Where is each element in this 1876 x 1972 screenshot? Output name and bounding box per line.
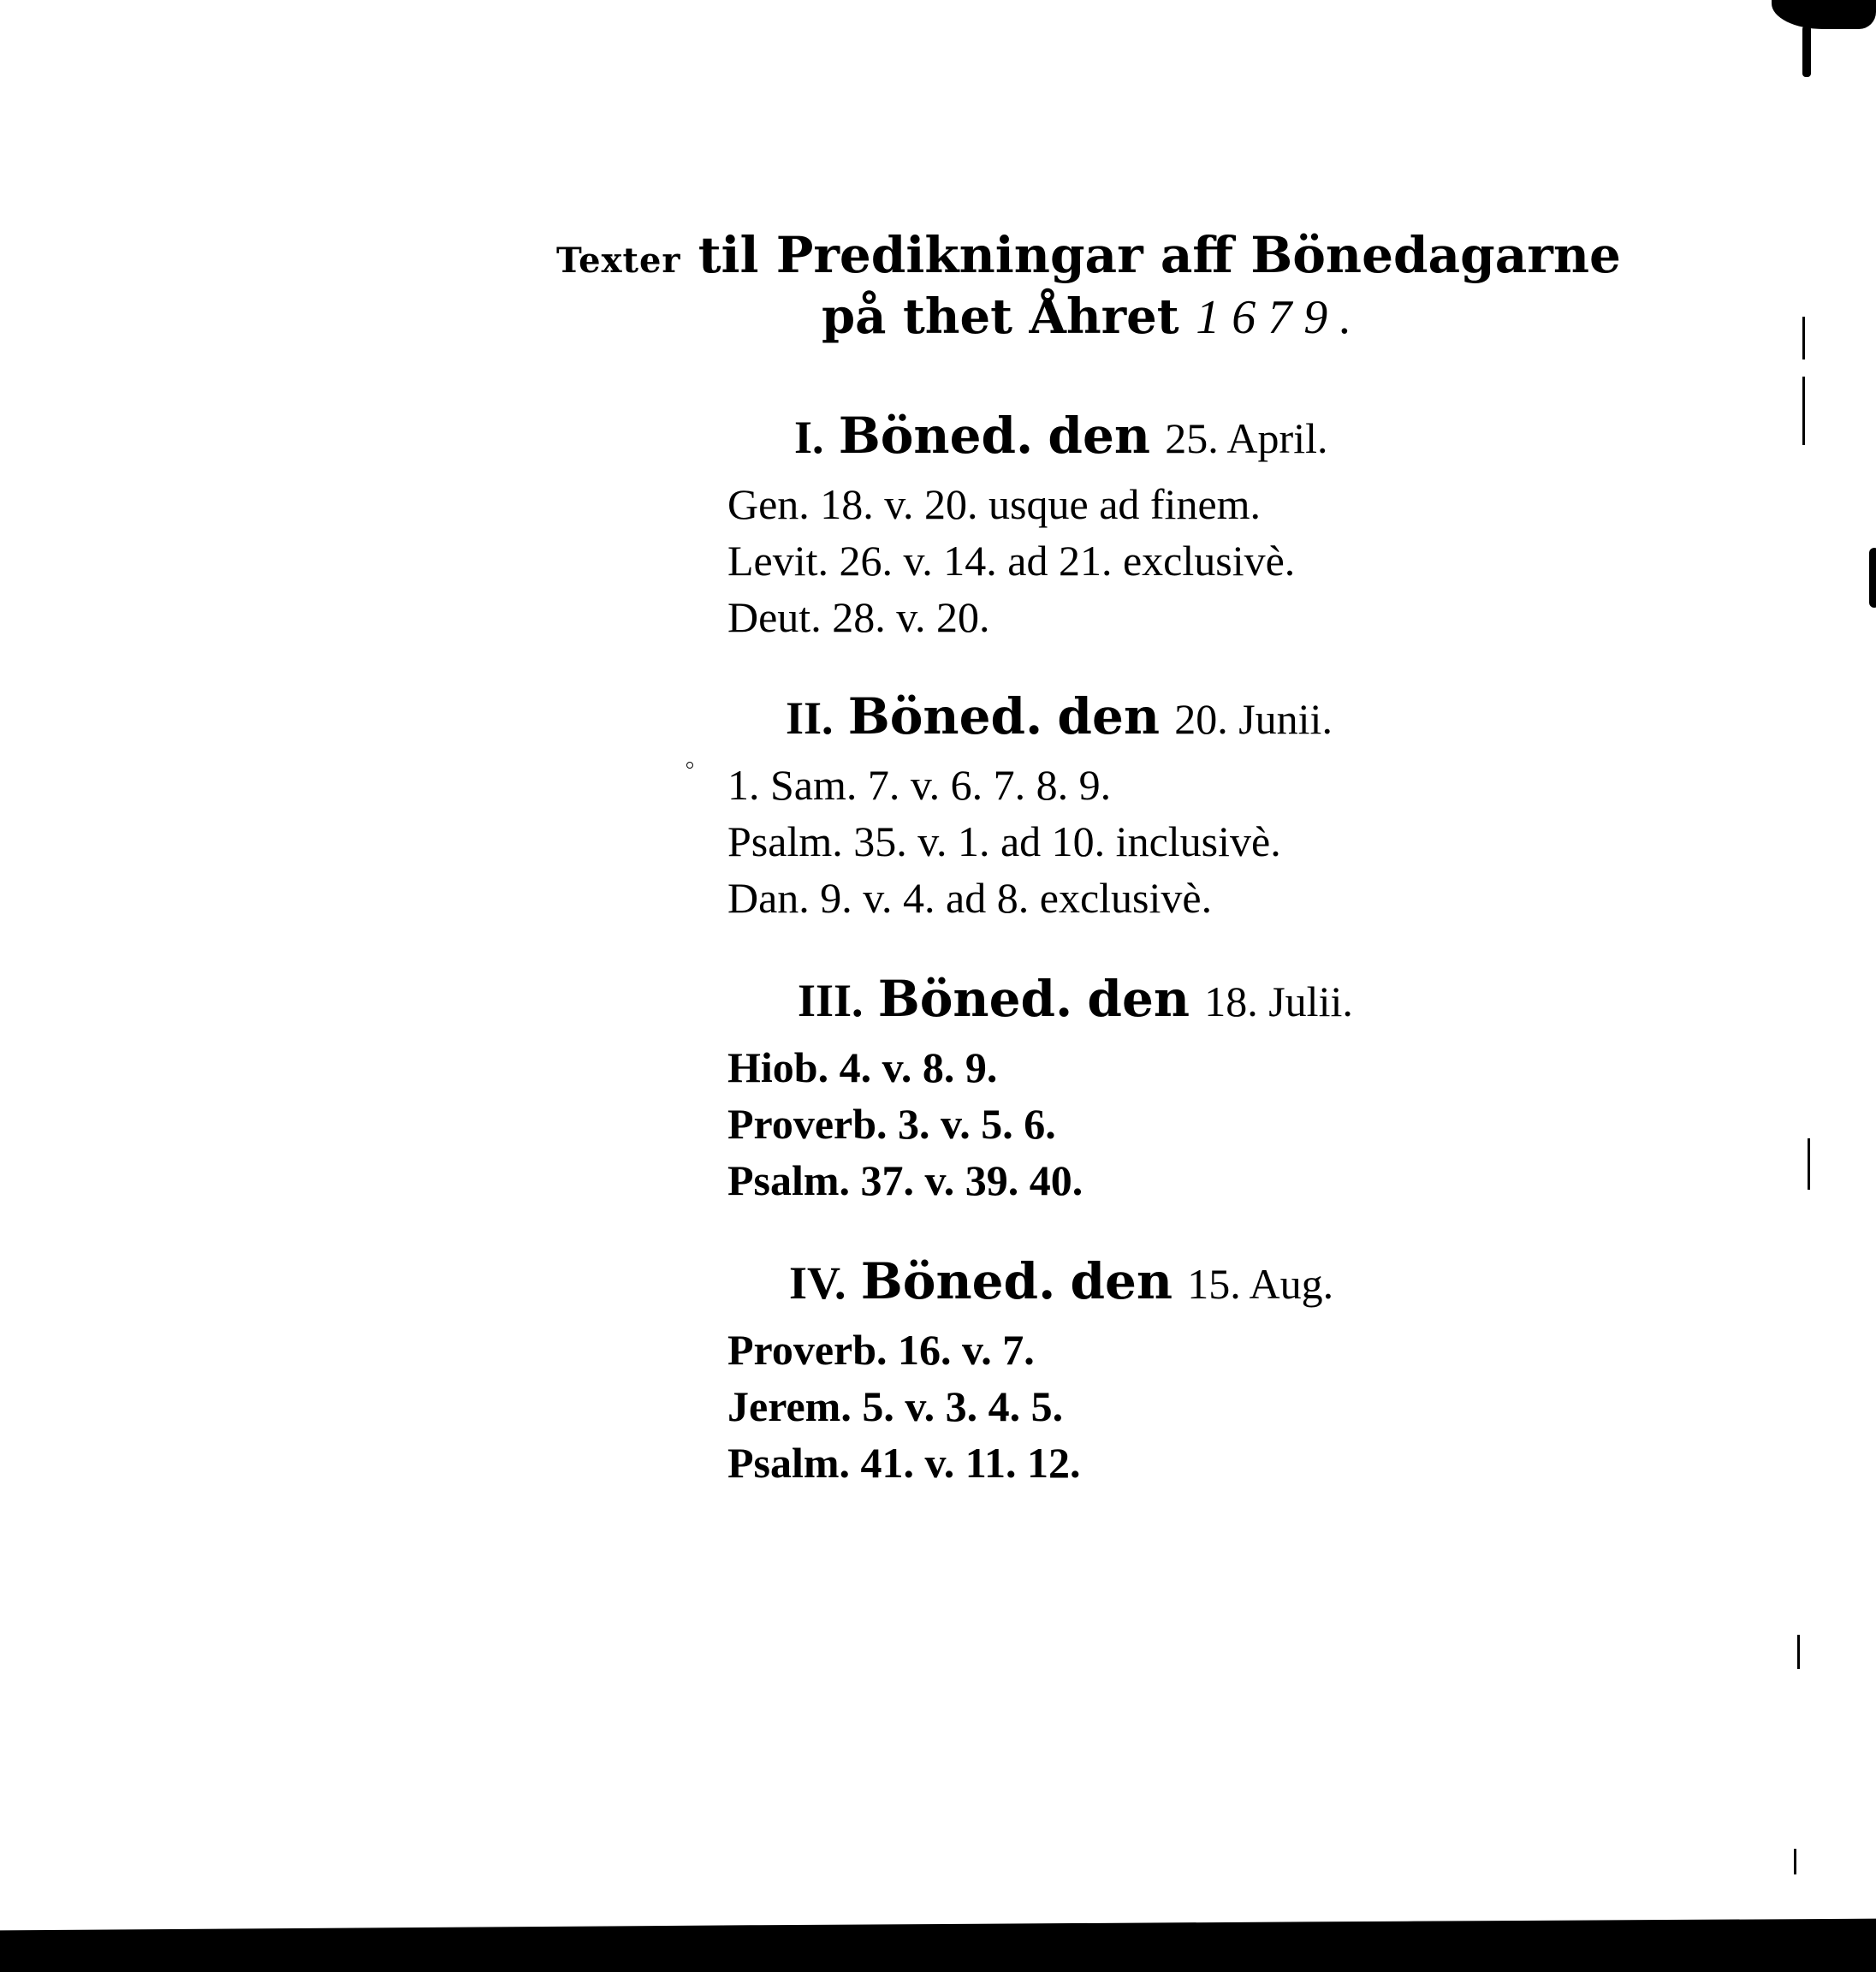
edge-line-mark (1808, 1138, 1810, 1190)
title-caps-word: Texter (556, 241, 681, 281)
scripture-reference: Psalm. 41. v. 11. 12. (727, 1439, 1081, 1487)
page-title (556, 224, 1621, 347)
section-den: den (1048, 407, 1151, 465)
title-line-1-text: til Predikningar aff Bönedagarne (698, 226, 1621, 284)
scripture-reference: Levit. 26. v. 14. ad 21. exclusivè. (727, 537, 1296, 585)
section-heading (798, 970, 1412, 1028)
edge-line-mark (1797, 1635, 1800, 1669)
section-den: den (1057, 687, 1161, 745)
title-line-2-text: på thet Åhret (822, 288, 1179, 345)
scripture-reference: 1. Sam. 7. v. 6. 7. 8. 9. (727, 761, 1112, 809)
title-line-2 (650, 287, 1566, 347)
section-date: 25. April. (1165, 414, 1328, 462)
section-label: Böned. (838, 407, 1034, 465)
section-4 (727, 1252, 1412, 1491)
section-date: 15. Aug. (1187, 1260, 1334, 1308)
section-numeral: II. (786, 692, 834, 744)
scripture-reference: Psalm. 37. v. 39. 40. (727, 1156, 1083, 1204)
scripture-reference: Dan. 9. v. 4. ad 8. exclusivè. (727, 874, 1213, 922)
reference-list (727, 1322, 1412, 1491)
scripture-reference: Jerem. 5. v. 3. 4. 5. (727, 1382, 1064, 1430)
section-label: Böned. (877, 970, 1073, 1028)
reference-list (727, 1039, 1412, 1209)
scripture-reference: Gen. 18. v. 20. usque ad finem. (727, 480, 1262, 528)
section-label: Böned. (860, 1252, 1056, 1310)
title-year: 1679. (1196, 290, 1364, 344)
section-den: den (1070, 1252, 1173, 1310)
section-1 (727, 407, 1412, 645)
section-den: den (1087, 970, 1190, 1028)
section-date: 18. Julii. (1204, 977, 1353, 1025)
section-heading (786, 687, 1412, 745)
edge-ink-mark (1869, 548, 1876, 608)
edge-line-mark (1802, 317, 1805, 359)
scripture-reference: Proverb. 16. v. 7. (727, 1326, 1035, 1374)
scripture-reference: Psalm. 35. v. 1. ad 10. inclusivè. (727, 817, 1281, 865)
section-numeral: IV. (789, 1257, 846, 1309)
section-date: 20. Junii. (1174, 695, 1333, 743)
scan-edge-shadow (0, 1907, 1876, 1972)
section-heading (789, 1252, 1412, 1310)
section-label: Böned. (847, 687, 1043, 745)
scripture-reference: Deut. 28. v. 20. (727, 593, 990, 641)
reference-list (727, 476, 1412, 645)
reference-list (727, 757, 1412, 926)
section-heading (794, 407, 1412, 465)
ink-blot (1772, 0, 1876, 29)
section-2 (727, 687, 1412, 926)
section-numeral: I. (794, 412, 824, 463)
section-numeral: III. (798, 975, 864, 1026)
edge-line-mark (1802, 377, 1805, 445)
ink-speck (686, 762, 693, 769)
title-line-1 (556, 224, 1621, 287)
section-3 (727, 970, 1412, 1209)
scripture-reference: Hiob. 4. v. 8. 9. (727, 1043, 998, 1091)
edge-line-mark (1794, 1849, 1796, 1874)
scripture-reference: Proverb. 3. v. 5. 6. (727, 1100, 1056, 1148)
ink-blot-stem (1802, 26, 1811, 77)
